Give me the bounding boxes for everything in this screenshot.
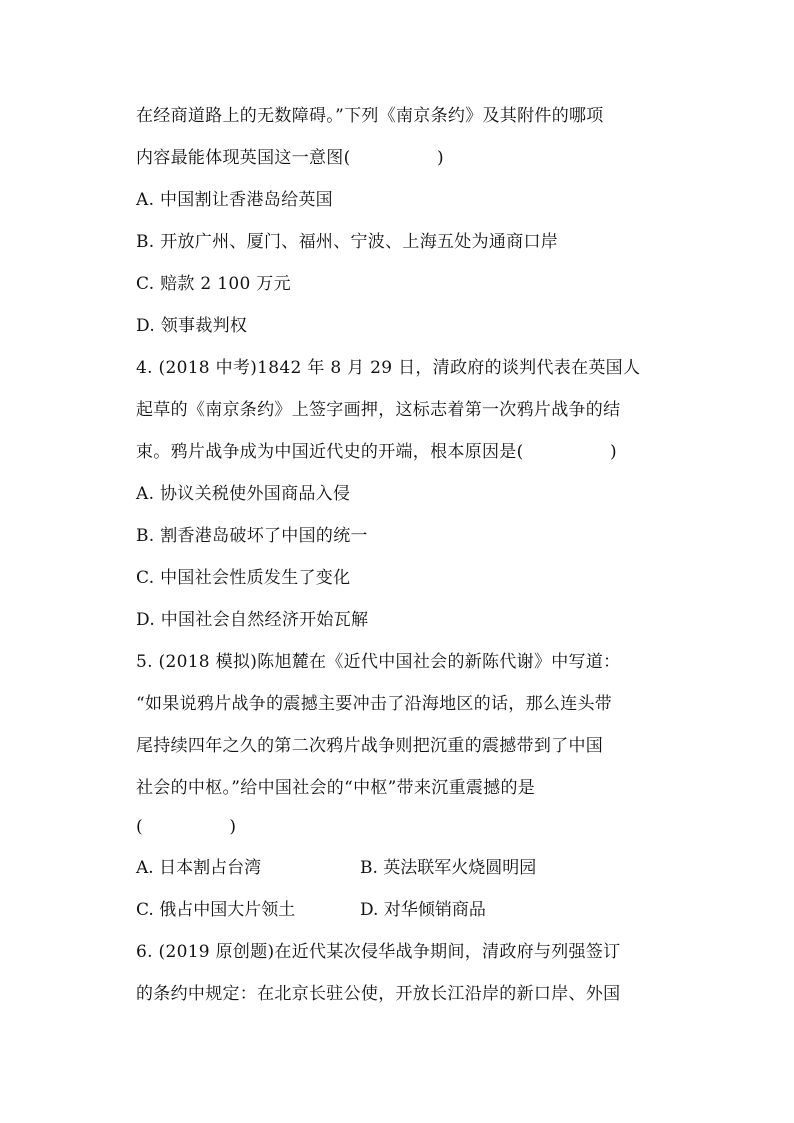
q3-option-a: A. 中国割让香港岛给英国 (136, 190, 333, 210)
q6-line-1: 6. (2019 原创题)在近代某次侵华战争期间，清政府与列强签订 (136, 942, 621, 962)
q5-option-d: D. 对华倾销商品 (360, 900, 486, 920)
q3-line-1: 在经商道路上的无数障碍。”下列《南京条约》及其附件的哪项 (136, 106, 604, 126)
q5-option-c: C. 俄占中国大片领土 (136, 900, 296, 920)
q3-option-c: C. 赔款 2 100 万元 (136, 274, 291, 294)
q5-line-3: 尾持续四年之久的第二次鸦片战争则把沉重的震撼带到了中国 (136, 736, 604, 756)
q4-line-2: 起草的《南京条约》上签字画押，这标志着第一次鸦片战争的结 (136, 400, 621, 420)
q4-line-1: 4. (2018 中考)1842 年 8 月 29 日，清政府的谈判代表在英国人 (136, 358, 641, 378)
q5-line-1: 5. (2018 模拟)陈旭麓在《近代中国社会的新陈代谢》中写道： (136, 652, 621, 672)
q5-option-b: B. 英法联军火烧圆明园 (360, 858, 537, 878)
q6-line-2: 的条约中规定：在北京长驻公使，开放长江沿岸的新口岸、外国 (136, 984, 621, 1004)
q3-option-d: D. 领事裁判权 (136, 316, 248, 336)
q5-option-a: A. 日本割占台湾 (136, 858, 262, 878)
q4-option-c: C. 中国社会性质发生了变化 (136, 568, 351, 588)
q5-line-4: 社会的中枢。”给中国社会的“中枢”带来沉重震撼的是 (136, 778, 536, 798)
q4-line-3: 束。鸦片战争成为中国近代史的开端，根本原因是( ) (136, 442, 617, 462)
q5-answer-blank: ( ) (136, 817, 237, 837)
q3-line-2: 内容最能体现英国这一意图( ) (136, 148, 444, 168)
q4-option-b: B. 割香港岛破坏了中国的统一 (136, 526, 368, 546)
q4-option-a: A. 协议关税使外国商品入侵 (136, 484, 351, 504)
q4-option-d: D. 中国社会自然经济开始瓦解 (136, 610, 369, 630)
q3-option-b: B. 开放广州、厦门、福州、宁波、上海五处为通商口岸 (136, 232, 559, 252)
q5-line-2: “如果说鸦片战争的震撼主要冲击了沿海地区的话，那么连头带 (136, 694, 613, 714)
